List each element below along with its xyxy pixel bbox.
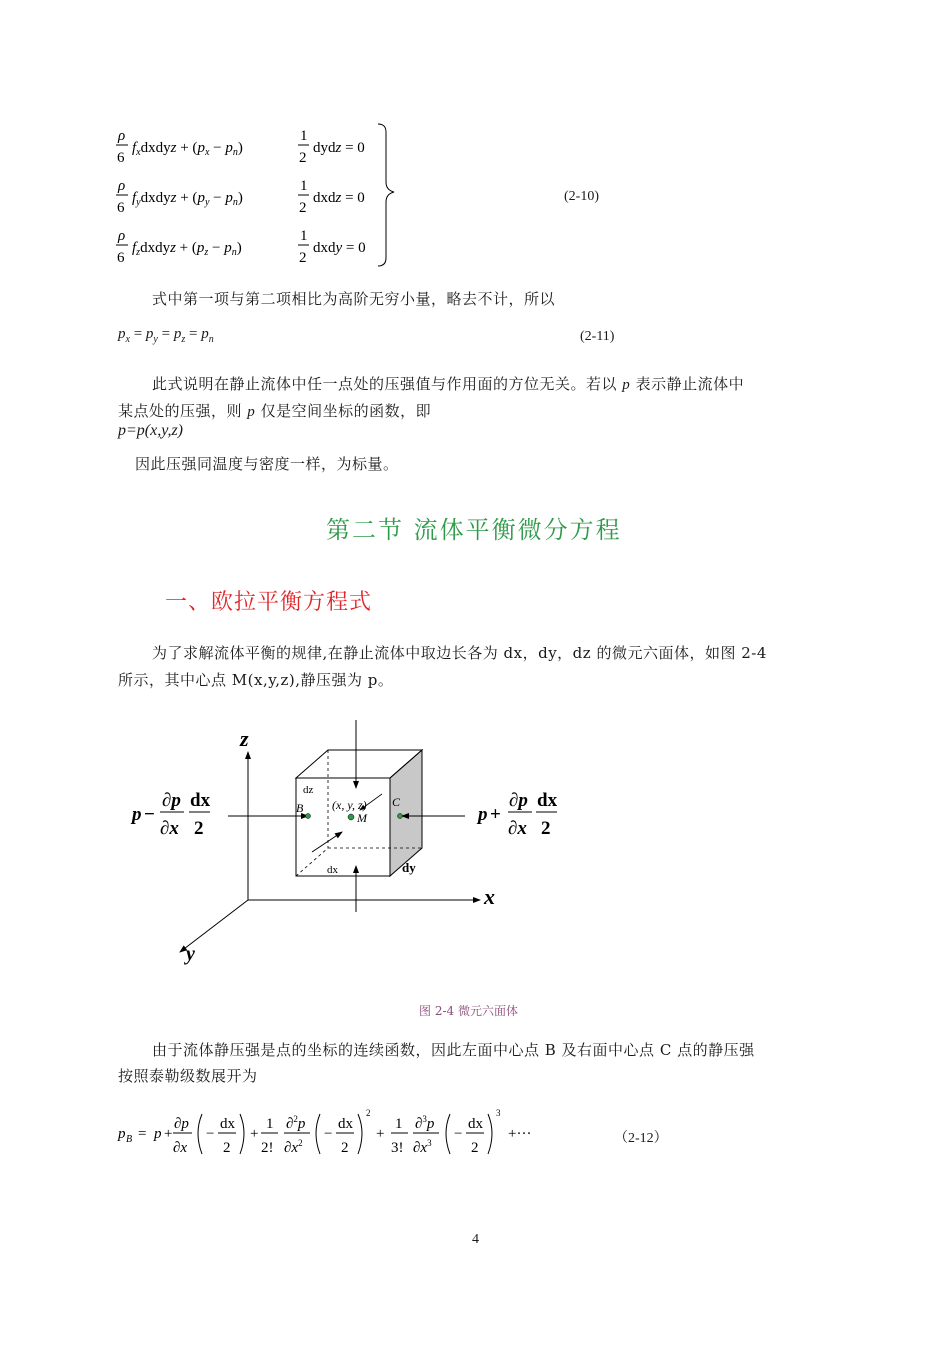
section-heading: 第二节 流体平衡微分方程 (326, 516, 622, 544)
svg-text:∂x: ∂x (173, 1140, 188, 1156)
equation-2-11: $p_x = p_y = p_z = p_n$ (118, 326, 214, 345)
svg-text:2: 2 (194, 818, 204, 839)
svg-text:p: p (478, 804, 488, 825)
point-C (398, 814, 403, 819)
axis-z-label: z (240, 726, 249, 751)
svg-text:ρ: ρ (118, 228, 126, 244)
svg-text:=: = (138, 1126, 147, 1142)
axis-x-label: x (484, 884, 495, 909)
svg-text:∂2p: ∂$^2$p (286, 1114, 306, 1132)
svg-text:2!: 2! (261, 1140, 274, 1156)
equation-number-2-12: （2-12） (614, 1131, 668, 1146)
svg-text:6: 6 (117, 200, 125, 216)
svg-text:ρ: ρ (118, 178, 126, 194)
equation-2-12 (112, 1100, 572, 1170)
formula-right-pressure (476, 790, 558, 839)
svg-text:3: 3 (496, 1108, 501, 1118)
svg-text:∂p: ∂p (162, 790, 181, 811)
svg-text:−: − (206, 1126, 215, 1142)
svg-text:fzdxdyz + (pz − pn): $f_zdxdyz + (p_z - p_n)$ (132, 240, 242, 258)
svg-text:−: − (454, 1126, 463, 1142)
label-B: B (296, 801, 304, 815)
svg-text:∂3p: ∂$^3$p (415, 1114, 435, 1132)
paragraph-3: 因此压强同温度与密度一样，为标量。 (135, 455, 399, 473)
label-dy: dy (402, 860, 416, 875)
svg-text:6: 6 (117, 250, 125, 266)
paragraph-2-text-c: 某点处的压强，则 (118, 402, 243, 420)
equation-number-2-11: (2-11) (580, 329, 615, 344)
paragraph-2-var-p: p (622, 377, 631, 393)
svg-text:∂x: ∂x (508, 818, 527, 839)
paragraph-4-line-1: 为了求解流体平衡的规律,在静止流体中取边长各为 dx，dy，dz 的微元六面体，如图 2-4 (152, 644, 767, 662)
svg-text:+: + (164, 1126, 173, 1142)
svg-text:ρ: ρ (118, 128, 126, 144)
svg-text:3!: 3! (391, 1140, 404, 1156)
svg-text:fxdxdyz + (px − pn): $f_xdxdyz + (p_x - p_n)$ (132, 140, 243, 158)
label-dz: dz (303, 784, 314, 796)
svg-text:−: − (144, 804, 155, 825)
paragraph-5-line-2: 按照泰勒级数展开为 (118, 1067, 258, 1085)
paragraph-2-text-a: 此式说明在静止流体中任一点处的压强值与作用面的方位无关。若以 (152, 375, 618, 393)
paragraph-1: 式中第一项与第二项相比为高阶无穷小量，略去不计，所以 (152, 290, 556, 308)
figure-caption: 图 2-4 微元六面体 (419, 1004, 518, 1018)
svg-text:2: 2 (299, 200, 307, 216)
svg-text:2: 2 (299, 250, 307, 266)
subsection-heading: 一、欧拉平衡方程式 (165, 590, 373, 615)
svg-text:+: + (376, 1126, 385, 1142)
svg-text:∂p: ∂p (174, 1116, 189, 1132)
svg-text:p: p (118, 1126, 126, 1142)
svg-text:∂x2: $\partial x^2$ (284, 1138, 303, 1156)
svg-text:1: 1 (395, 1116, 403, 1132)
svg-text:2: 2 (471, 1140, 479, 1156)
svg-text:p: p (154, 1126, 162, 1142)
svg-text:dydz = 0: dydz = 0 (313, 140, 365, 156)
paragraph-5-line-1: 由于流体静压强是点的坐标的连续函数，因此左面中心点 B 及右面中心点 C 点的静压强 (152, 1041, 755, 1059)
svg-text:1: 1 (266, 1116, 274, 1132)
paragraph-2-var-p-2: p (247, 404, 256, 420)
svg-text:dx: dx (468, 1116, 483, 1132)
svg-text:fydxdyz + (py − pn): $f_ydxdyz + (p_y - p_n)$ (132, 190, 243, 208)
svg-text:p: p (132, 804, 142, 825)
svg-text:dxdz = 0: dxdz = 0 (313, 190, 365, 206)
svg-text:+: + (250, 1126, 259, 1142)
svg-text:+···: +··· (508, 1126, 532, 1142)
point-B (306, 814, 311, 819)
page-number: 4 (472, 1232, 479, 1247)
paragraph-2-text-b: 表示静止流体中 (635, 375, 745, 393)
svg-text:B: B (126, 1134, 133, 1145)
label-M: M (357, 811, 367, 825)
axis-y-label: y (186, 943, 195, 965)
formula-left-pressure (130, 790, 211, 839)
formula-p-xyz: p=p(x,y,z) (118, 422, 183, 439)
svg-text:dx: dx (220, 1116, 235, 1132)
svg-text:dxdy = 0: dxdy = 0 (313, 240, 366, 256)
svg-text:2: 2 (299, 150, 307, 166)
label-dx: dx (327, 864, 338, 876)
svg-text:2: 2 (366, 1108, 371, 1118)
label-xyz: (x, y, z) (332, 798, 367, 812)
equation-2-10 (110, 118, 410, 278)
cube-right-face (390, 750, 422, 876)
label-C: C (392, 795, 401, 809)
svg-text:1: 1 (300, 178, 308, 194)
svg-text:2: 2 (541, 818, 551, 839)
figure-2-4-hexahedron (120, 720, 600, 970)
svg-text:∂x3: $\partial x^3$ (413, 1138, 432, 1156)
svg-text:6: 6 (117, 150, 125, 166)
svg-text:2: 2 (223, 1140, 231, 1156)
svg-text:+: + (490, 804, 501, 825)
svg-text:−: − (324, 1126, 333, 1142)
paragraph-2-text-d: 仅是空间坐标的函数，即 (260, 402, 432, 420)
svg-text:2: 2 (341, 1140, 349, 1156)
point-M (348, 814, 354, 820)
svg-text:1: 1 (300, 228, 308, 244)
equation-number-2-10: (2-10) (564, 189, 599, 204)
svg-text:dx: dx (190, 790, 211, 811)
svg-text:∂p: ∂p (509, 790, 528, 811)
paragraph-4-line-2: 所示，其中心点 M(x,y,z),静压强为 p。 (118, 671, 394, 689)
svg-text:∂x: ∂x (160, 818, 179, 839)
svg-text:dx: dx (537, 790, 558, 811)
svg-text:dx: dx (338, 1116, 353, 1132)
svg-text:1: 1 (300, 128, 308, 144)
paragraph-2-line-1 (152, 370, 744, 399)
